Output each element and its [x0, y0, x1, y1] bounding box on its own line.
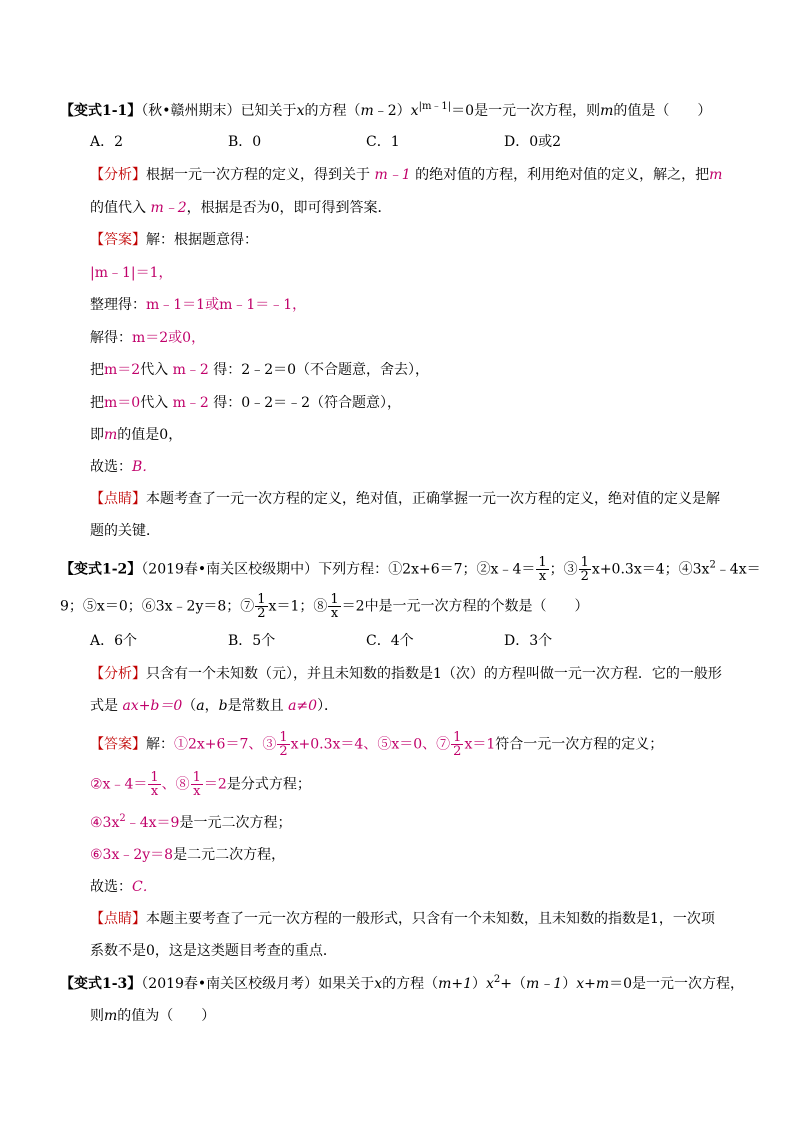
answer-1-2-line-4: ⑥3x﹣2y＝8是二元二次方程，: [90, 847, 286, 863]
fraction-1-over-x: $\frac{1}{x}$: [150, 770, 159, 799]
answer-step-6: 即m的值是0，: [90, 427, 183, 443]
option-b: B．5个: [228, 633, 276, 649]
option-c: C．1: [366, 134, 400, 150]
analysis-1-2-cont: 式是 ax+b＝0（a，b是常数且 a≠0）．: [90, 698, 339, 714]
analysis-1-2: 【分析】只含有一个未知数（元），并且未知数的指数是1（次）的方程叫做一元一次方程．它的一般形: [90, 666, 722, 682]
option-b: B．0: [228, 134, 262, 150]
answer-step-2: 整理得：m﹣1＝1或m﹣1＝﹣1，: [90, 297, 307, 313]
question-1-2-stem: 【变式1-2】（2019春•南关区校级期中）下列方程：①2x+6＝7；②x﹣4＝ $\frac{1}{x}$ ；③ $\frac{1}{2}$ x+0.3x＝4；$④3x^2﹣4x=$: [60, 555, 761, 584]
answer-1-2-line-2: ②x﹣4＝ $\frac{1}{x}$ 、⑧ $\frac{1}{x}$ ＝2是分式方程；: [90, 770, 311, 799]
question-1-1-stem: 【变式1-1】（秋•赣州期末）已知关于x的方程$(m﹣2)x^{|m﹣1|}=0$是一元一次方程，则m的值是（ ）: [60, 101, 712, 119]
option-d: D．0或2: [504, 134, 562, 150]
answer-step-5: 把m＝0代入 m﹣2 得：0﹣2＝﹣2（符合题意），: [90, 395, 402, 411]
fraction-1-over-x: $\frac{1}{x}$: [192, 770, 201, 799]
question-1-3-stem: 【变式1-3】（2019春•南关区校级月考）如果关于x的方程$(m+1)x^2+(m﹣1)x+m=0$是一元一次方程，: [60, 974, 745, 992]
question-1-2-stem-cont: 9；⑤x＝0；⑥3x﹣2y＝8；⑦ $\frac{1}{2}$ x＝1；⑧ $\frac{1}{x}$ ＝2中是一元一次方程的个数是（ ）: [60, 592, 589, 621]
answer-step-3: 解得：m＝2或0，: [90, 330, 206, 346]
analysis-1-1: 【分析】根据一元一次方程的定义，得到关于 m﹣1 的绝对值的方程，利用绝对值的定义，解之，把m: [90, 167, 723, 183]
option-a: A．6个: [90, 633, 138, 649]
option-a: A．2: [90, 134, 124, 150]
fraction-1-over-x: $\frac{1}{x}$: [330, 592, 339, 621]
answer-step-4: 把m＝2代入 m﹣2 得：2﹣2＝0（不合题意，舍去），: [90, 362, 430, 378]
comment-1-1-cont: 题的关键．: [90, 523, 160, 539]
option-c: C．4个: [366, 633, 414, 649]
answer-step-1: |m﹣1|＝1，: [90, 265, 173, 281]
answer-1-1-lead: 【答案】解：根据题意得：: [90, 232, 258, 248]
answer-choice-1-2: 故选：C．: [90, 879, 157, 895]
question-1-3-stem-cont: 则m的值为（ ）: [90, 1008, 216, 1024]
fraction-1-over-2: $\frac{1}{2}$: [453, 730, 462, 759]
fraction-1-over-2: $\frac{1}{2}$: [279, 730, 288, 759]
comment-1-2-cont: 系数不是0，这是这类题目考查的重点．: [90, 943, 337, 959]
answer-choice-1-1: 故选：B．: [90, 459, 157, 475]
fraction-1-over-x: $\frac{1}{x}$: [538, 555, 547, 584]
comment-1-2: 【点睛】本题主要考查了一元一次方程的一般形式，只含有一个未知数，且未知数的指数是1，一次项: [90, 911, 715, 927]
option-d: D．3个: [504, 633, 553, 649]
answer-1-2-line-3: $④3x^2﹣4x=9$是一元二次方程；: [90, 813, 292, 831]
answer-1-2-line-1: 【答案】解：①2x+6＝7、③ $\frac{1}{2}$ x+0.3x＝4、⑤x＝0、⑦ $\frac{1}{2}$ x＝1符合一元一次方程的定义；: [90, 730, 664, 759]
fraction-1-over-2: $\frac{1}{2}$: [580, 555, 589, 584]
fraction-1-over-2: $\frac{1}{2}$: [257, 592, 266, 621]
comment-1-1: 【点睛】本题考查了一元一次方程的定义，绝对值，正确掌握一元一次方程的定义，绝对值的定义是解: [90, 491, 720, 507]
analysis-1-1-cont: 的值代入 m﹣2，根据是否为0，即可得到答案．: [90, 200, 392, 216]
